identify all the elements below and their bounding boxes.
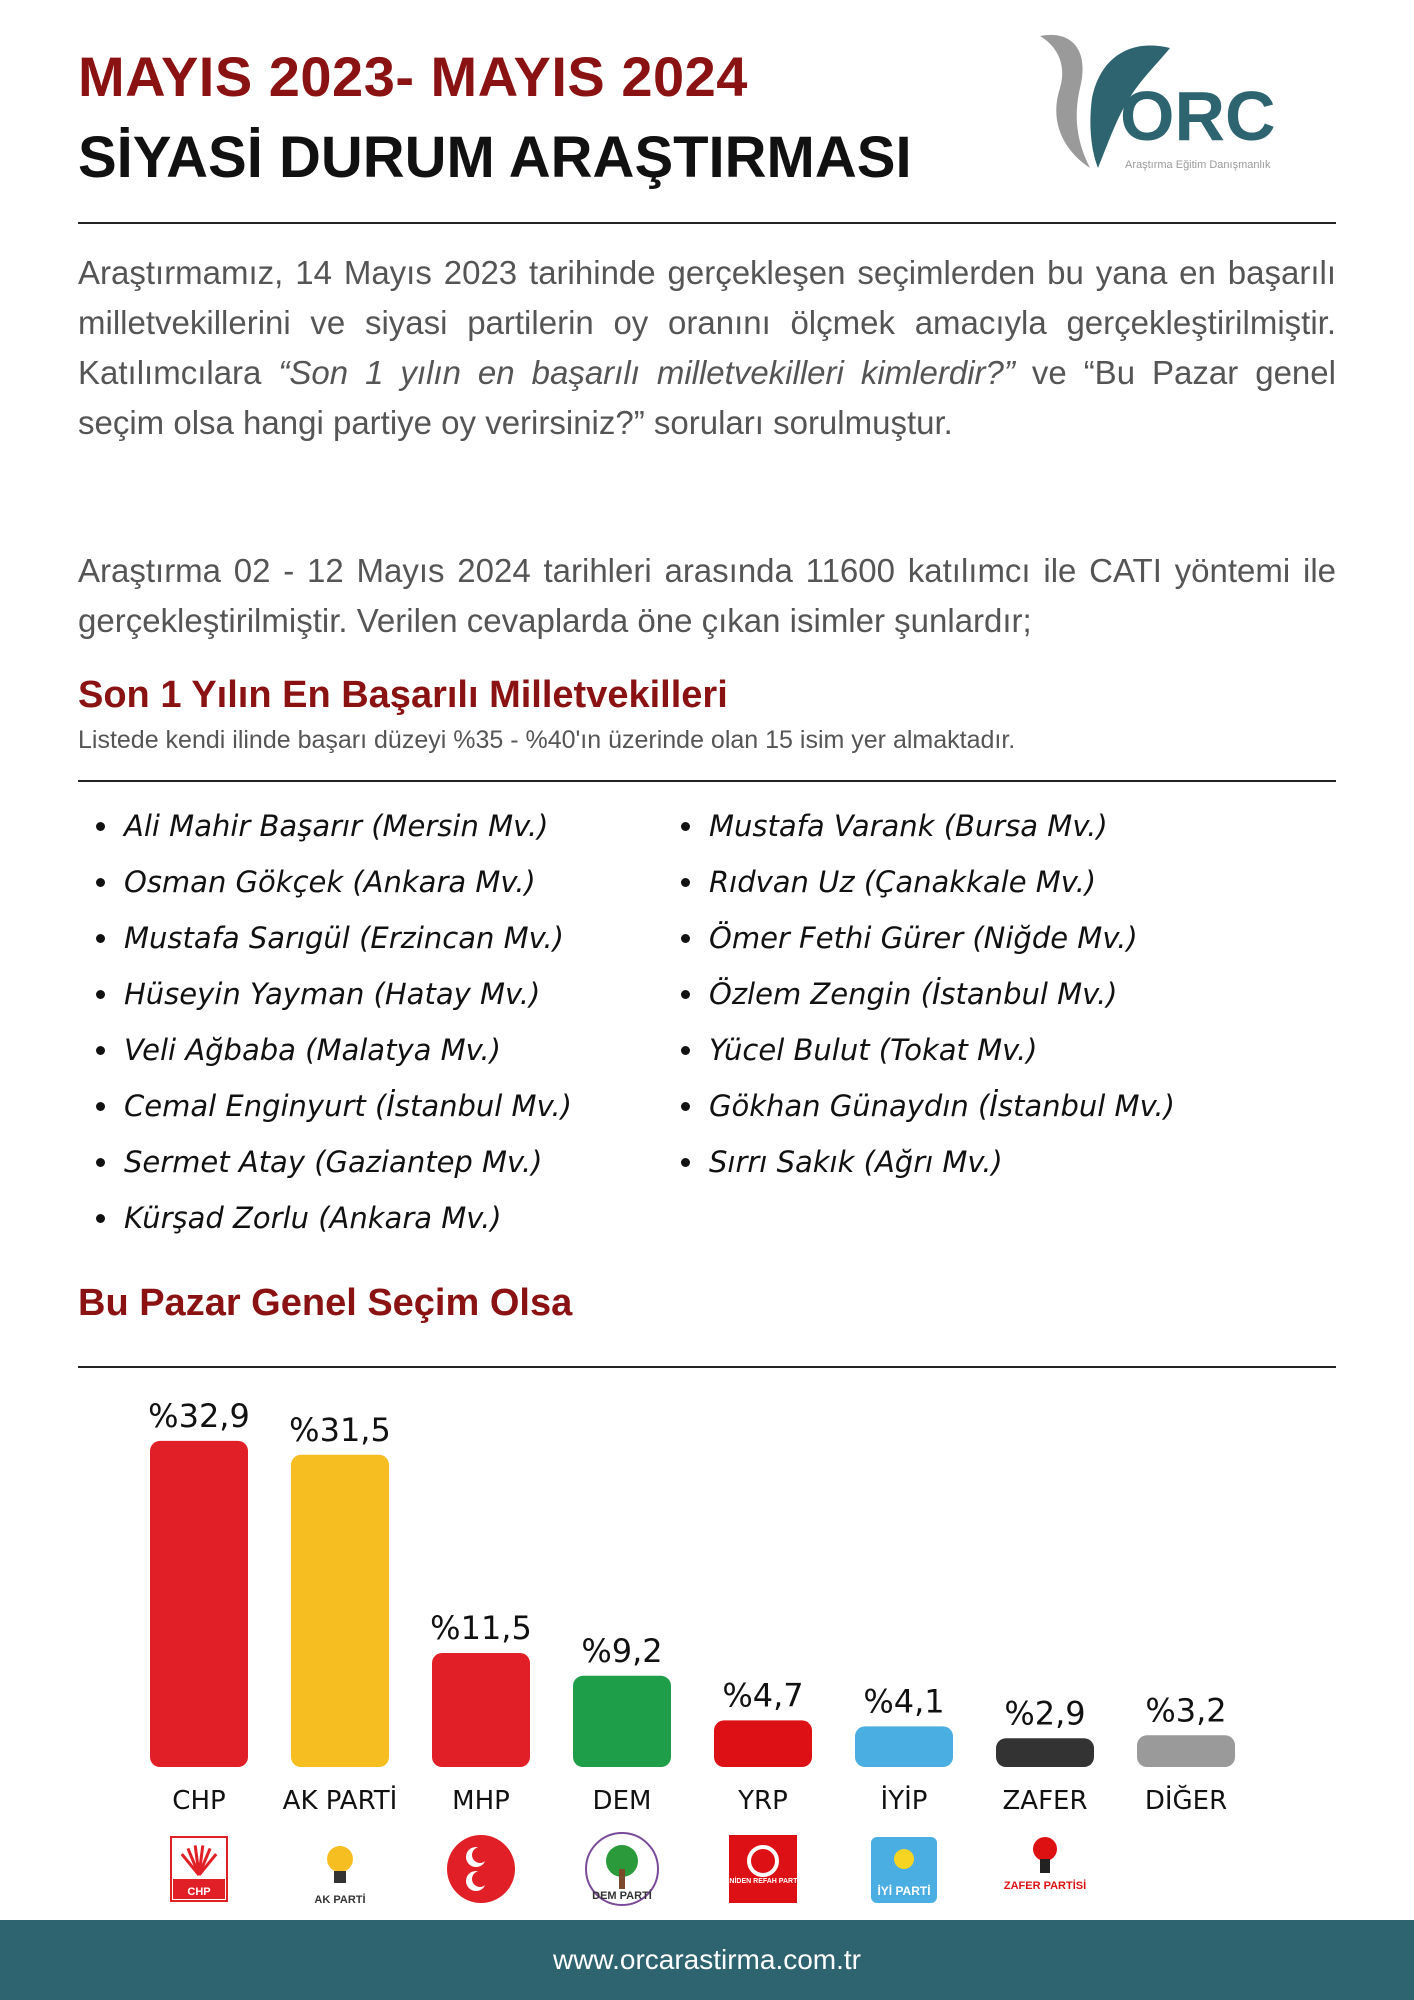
category-label: YRP bbox=[738, 1786, 788, 1816]
party-logo-6 bbox=[1004, 1837, 1086, 1892]
category-label: AK PARTİ bbox=[282, 1786, 398, 1816]
bar-value-label: %11,5 bbox=[430, 1609, 532, 1648]
logo-tagline: Araştırma Eğitim Danışmanlık bbox=[1125, 159, 1271, 171]
vote-section-divider bbox=[78, 1366, 1336, 1368]
page-title-line1: MAYIS 2023- MAYIS 2024 bbox=[78, 45, 748, 108]
intro-paragraph-1 bbox=[78, 248, 1336, 448]
party-logo-text: CHP bbox=[187, 1886, 211, 1898]
mp-list-item: Kürşad Zorlu (Ankara Mv.) bbox=[78, 1190, 572, 1246]
mp-list-item: Rıdvan Uz (Çanakkale Mv.) bbox=[663, 854, 1175, 910]
bar-2 bbox=[432, 1653, 530, 1767]
mp-list-item: Veli Ağbaba (Malatya Mv.) bbox=[78, 1022, 572, 1078]
mp-section-subtitle: Listede kendi ilinde başarı düzeyi %35 - %40'ın üzerinde olan 15 isim yer almaktadır. bbox=[78, 726, 1016, 754]
header-divider bbox=[78, 222, 1336, 224]
party-logo-5 bbox=[871, 1837, 937, 1903]
bar-value-label: %4,1 bbox=[863, 1682, 945, 1721]
category-label: MHP bbox=[452, 1786, 510, 1816]
footer-bar bbox=[0, 1920, 1414, 2000]
intro-paragraph-2: Araştırma 02 - 12 Mayıs 2024 tarihleri arasında 11600 katılımcı ile CATI yöntemi ile gerçekleştirilmiştir. Verilen cevaplarda öne çıkan isimler şunlardır; bbox=[78, 552, 1336, 639]
category-label: CHP bbox=[172, 1786, 226, 1816]
party-logo-1 bbox=[314, 1846, 365, 1906]
party-logo-4 bbox=[720, 1835, 806, 1903]
category-label: ZAFER bbox=[1002, 1786, 1088, 1816]
party-logo-3 bbox=[586, 1833, 658, 1905]
intro-text-a: Araştırmamız, 14 Mayıs 2023 tarihinde gerçekleşen seçimlerden bu yana en başarılı milletvekillerini ve siyasi partilerin oy oranını ölçmek amacıyla gerçekleştirilmiştir. Katılımcılara bbox=[78, 254, 1336, 391]
logo-leaf-grey bbox=[1040, 35, 1090, 168]
party-logo-text: ZAFER PARTİSİ bbox=[1003, 1880, 1087, 1892]
mp-list-item: Ömer Fethi Gürer (Niğde Mv.) bbox=[663, 910, 1175, 966]
mp-list-item: Cemal Enginyurt (İstanbul Mv.) bbox=[78, 1078, 572, 1134]
mp-list-right bbox=[663, 798, 1175, 1190]
intro-text-b: ve “Bu Pazar genel seçim olsa hangi partiye oy verirsiniz?” soruları sorulmuştur. bbox=[78, 354, 1336, 441]
bar-0 bbox=[150, 1441, 248, 1767]
mp-list-item: Osman Gökçek (Ankara Mv.) bbox=[78, 854, 572, 910]
party-logo-text: AK PARTİ bbox=[314, 1894, 366, 1906]
bar-value-label: %32,9 bbox=[148, 1396, 250, 1435]
orc-logo bbox=[1030, 28, 1310, 178]
mp-list-item: Gökhan Günaydın (İstanbul Mv.) bbox=[663, 1078, 1175, 1134]
mp-list-item: Özlem Zengin (İstanbul Mv.) bbox=[663, 966, 1175, 1022]
bar-value-label: %9,2 bbox=[581, 1631, 663, 1670]
mp-list-item: Sırrı Sakık (Ağrı Mv.) bbox=[663, 1134, 1175, 1190]
vote-section-heading: Bu Pazar Genel Seçim Olsa bbox=[78, 1282, 573, 1324]
mp-list-item: Mustafa Sarıgül (Erzincan Mv.) bbox=[78, 910, 572, 966]
bar-1 bbox=[291, 1455, 389, 1767]
party-logo-0 bbox=[171, 1837, 227, 1901]
bar-value-label: %2,9 bbox=[1004, 1694, 1086, 1733]
intro-question-1: “Son 1 yılın en başarılı milletvekilleri kimlerdir?” bbox=[278, 354, 1015, 391]
party-logo-2 bbox=[447, 1835, 515, 1903]
bar-value-label: %3,2 bbox=[1145, 1691, 1227, 1730]
party-logo-text: YENİDEN REFAH PARTİSİ bbox=[720, 1878, 806, 1885]
party-logo-text: İYİ PARTİ bbox=[877, 1884, 931, 1898]
mp-list-left bbox=[78, 798, 572, 1246]
mp-section-divider bbox=[78, 780, 1336, 782]
party-logo-text: DEM PARTİ bbox=[592, 1890, 652, 1902]
mp-list-item: Yücel Bulut (Tokat Mv.) bbox=[663, 1022, 1175, 1078]
mp-list-item: Sermet Atay (Gaziantep Mv.) bbox=[78, 1134, 572, 1190]
vote-bar-chart bbox=[78, 1372, 1336, 1912]
bar-6 bbox=[996, 1738, 1094, 1767]
bar-5 bbox=[855, 1726, 953, 1767]
logo-text: ORC bbox=[1120, 77, 1276, 155]
category-label: DİĞER bbox=[1144, 1786, 1228, 1816]
bar-value-label: %31,5 bbox=[289, 1410, 391, 1449]
category-label: İYİP bbox=[880, 1786, 928, 1816]
bar-value-label: %4,7 bbox=[722, 1676, 804, 1715]
bar-3 bbox=[573, 1676, 671, 1767]
mp-list-item: Mustafa Varank (Bursa Mv.) bbox=[663, 798, 1175, 854]
bar-4 bbox=[714, 1720, 812, 1767]
page-title-line2: SİYASİ DURUM ARAŞTIRMASI bbox=[78, 125, 912, 190]
mp-list-item: Hüseyin Yayman (Hatay Mv.) bbox=[78, 966, 572, 1022]
mp-section-heading: Son 1 Yılın En Başarılı Milletvekilleri bbox=[78, 674, 728, 716]
footer-url[interactable]: www.orcarastirma.com.tr bbox=[552, 1944, 862, 1975]
category-label: DEM bbox=[592, 1786, 652, 1816]
mp-list-item: Ali Mahir Başarır (Mersin Mv.) bbox=[78, 798, 572, 854]
bar-7 bbox=[1137, 1735, 1235, 1767]
